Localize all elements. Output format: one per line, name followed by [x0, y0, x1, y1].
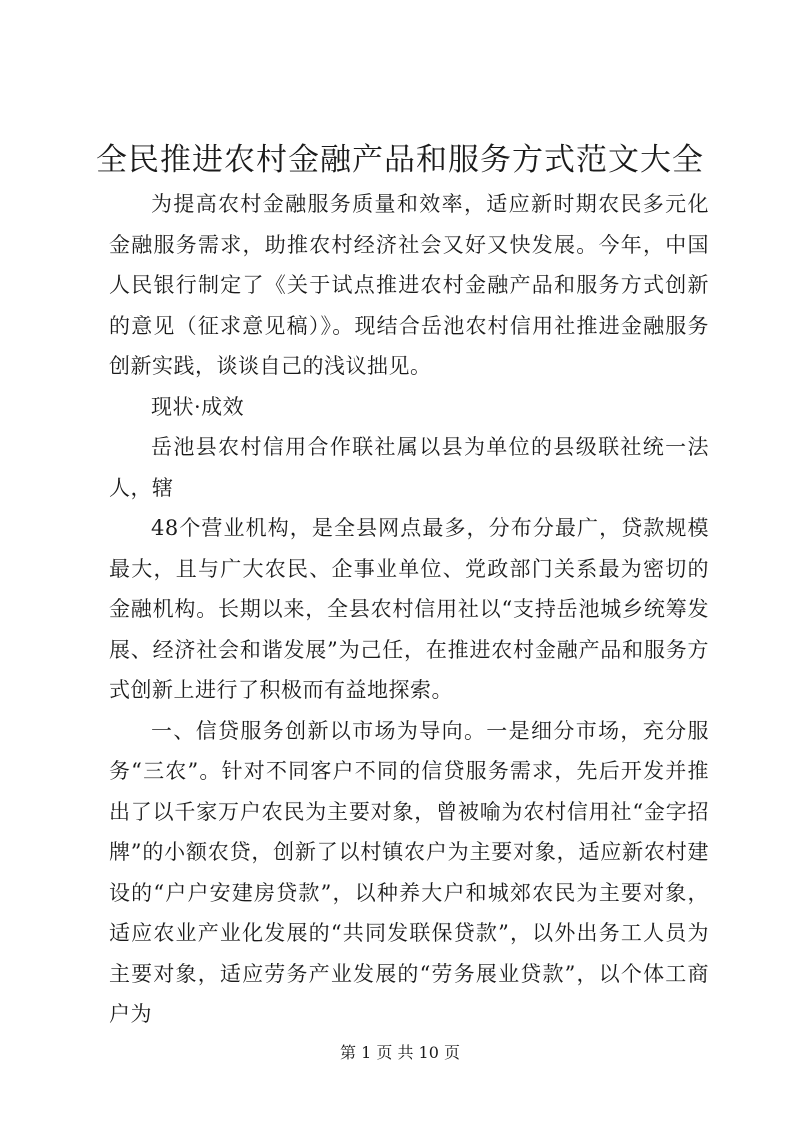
page-footer: 第 1 页 共 10 页: [340, 1043, 460, 1062]
paragraph-intro: 为提高农村金融服务质量和效率，适应新时期农民多元化金融服务需求，助推农村经济社会又好又快发展。今年，中国人民银行制定了《关于试点推进农村金融产品和服务方式创新的意见（征求意见稿）》。现结合岳池农村信用社推进金融服务创新实践，谈谈自己的浅议拙见。: [109, 192, 709, 378]
paragraph-institutions: 48个营业机构，是全县网点最多，分布分最广，贷款规模最大，且与广大农民、企事业单位、党政部门关系最为密切的金融机构。长期以来，全县农村信用社以“支持岳池城乡统筹发展、经济社会和谐发展”为己任，在推进农村金融产品和服务方式创新上进行了积极而有益地探索。: [109, 516, 709, 702]
document-body: [109, 184, 709, 1035]
paragraph-background: 岳池县农村信用合作联社属以县为单位的县级联社统一法人，辖: [109, 435, 709, 500]
document-title: 全民推进农村金融产品和服务方式范文大全: [96, 142, 704, 178]
paragraph-section-heading: 现状·成效: [151, 394, 245, 419]
paragraph-credit-innovation: 一、信贷服务创新以市场为导向。一是细分市场，充分服务“三农”。针对不同客户不同的信贷服务需求，先后开发并推出了以千家万户农民为主要对象，曾被喻为农村信用社“金字招牌”的小额农贷，创新了以村镇农户为主要对象，适应新农村建设的“户户安建房贷款”，以种养大户和城郊农民为主要对象，适应农业产业化发展的“共同发联保贷款”，以外出务工人员为主要对象，适应劳务产业发展的“劳务展业贷款”，以个体工商户为: [109, 718, 709, 1026]
